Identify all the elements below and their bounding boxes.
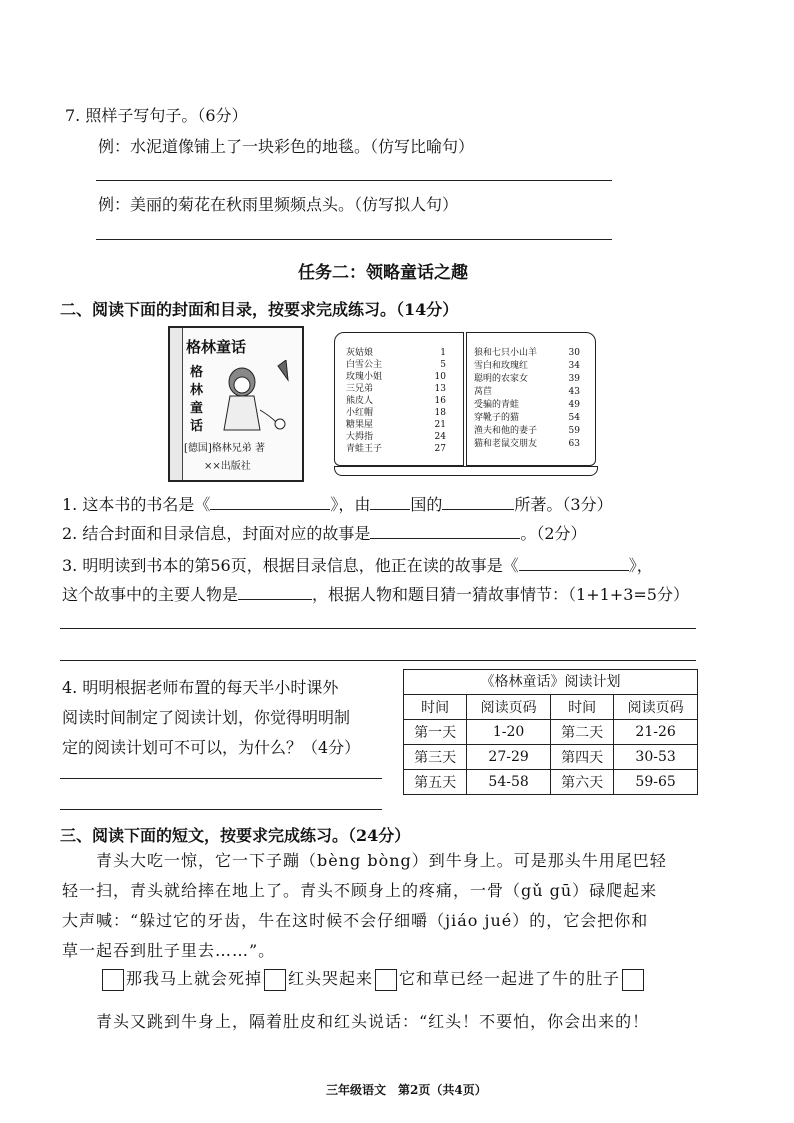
table-row (404, 720, 698, 745)
toc-right-page-6: 59 (568, 426, 580, 436)
q3-story-blank[interactable] (519, 569, 629, 571)
story-paragraph-line-2: 轻一扫，青头就给摔在地上了。青头不顾身上的疼痛，一骨（gǔ gū）碌爬起来 (62, 881, 658, 900)
toc-left-title-5: 小红帽 (346, 408, 374, 418)
toc-right-title-4: 受骗的青蛙 (474, 400, 520, 410)
q2-text-a: 2. 结合封面和目录信息，封面对应的故事是 (62, 524, 371, 543)
toc-left-title-0: 灰姑娘 (346, 348, 374, 358)
table-cell: 第五天 (404, 770, 467, 795)
toc-left-page-3: 13 (434, 384, 446, 394)
story-paragraph-line-5: 青头又跳到牛身上，隔着肚皮和红头说话：“红头！不要怕，你会出来的！ (96, 1012, 650, 1031)
q3-answer-line-2[interactable] (60, 660, 696, 661)
toc-left-page-0: 1 (440, 348, 446, 358)
toc-left-page-2: 10 (434, 372, 446, 382)
cover-author: [德国]格林兄弟 著 (184, 443, 265, 454)
toc-left-title-6: 糖果屋 (346, 420, 374, 430)
toc-right-title-1: 雪白和玫瑰红 (474, 361, 529, 371)
cover-publisher: ××出版社 (204, 461, 251, 472)
toc-right-page-5: 54 (568, 413, 580, 423)
q3-line-1 (62, 553, 653, 576)
table-cell: 第二天 (550, 720, 613, 745)
q4-line-1: 4. 明明根据老师布置的每天半小时课外 (62, 678, 339, 697)
order-box-1[interactable] (102, 969, 124, 991)
cover-vertical-title: 格林童话 (190, 365, 204, 434)
q1-text-a: 1. 这本书的书名是《 (62, 495, 211, 514)
table-cell: 59-65 (614, 770, 698, 795)
q7-title: 7. 照样子写句子。（6分） (65, 106, 248, 125)
reading-plan-table (403, 669, 698, 795)
toc-left-title-4: 熊皮人 (346, 396, 374, 406)
toc-left-title-2: 玫瑰小姐 (346, 372, 383, 382)
q4-answer-line-2[interactable] (60, 809, 382, 810)
q7-example-2: 例：美丽的菊花在秋雨里频频点头。（仿写拟人句） (98, 195, 459, 214)
table-header-cell: 阅读页码 (467, 695, 551, 720)
table-cell: 54-58 (467, 770, 551, 795)
q1-text-d: 所著。（3分） (514, 495, 613, 514)
q3-answer-line-1[interactable] (60, 628, 696, 629)
q1-text-c: 国的 (410, 495, 443, 514)
table-cell: 第四天 (550, 745, 613, 770)
table-header-row (404, 695, 698, 720)
order-box-3[interactable] (375, 969, 397, 991)
sec3-title: 三、阅读下面的短文，按要求完成练习。（24分） (60, 826, 411, 845)
sec2-title: 二、阅读下面的封面和目录，按要求完成练习。（14分） (60, 300, 459, 319)
cover-title: 格林童话 (186, 338, 247, 356)
q3-text-a: 3. 明明读到书本的第56页，根据目录信息，他正在读的故事是《 (62, 556, 519, 575)
table-cell: 1-20 (467, 720, 551, 745)
q2-text-b: 。（2分） (520, 524, 587, 543)
page-footer: 三年级语文 第2页（共4页） (326, 1083, 487, 1097)
toc-right-page-2: 39 (568, 374, 580, 384)
toc-right-page-7: 63 (568, 439, 580, 449)
table-of-contents (334, 332, 596, 476)
toc-left-page-4: 16 (434, 396, 446, 406)
order-sentence-1: 那我马上就会死掉 (126, 969, 263, 988)
order-sentence-3: 它和草已经一起进了牛的肚子 (399, 969, 621, 988)
toc-right-page-4: 49 (568, 400, 580, 410)
story-paragraph-line-1: 青头大吃一惊，它一下子蹦（bèng bòng）到牛身上。可是那头牛用尾巴轻 (96, 851, 667, 870)
q1 (62, 492, 613, 515)
table-cell: 30-53 (614, 745, 698, 770)
story-paragraph-line-3: 大声喊：“躲过它的牙齿，牛在这时候不会仔细嚼（jiáo jué）的，它会把你和 (62, 911, 649, 930)
table-cell: 第三天 (404, 745, 467, 770)
reading-plan-caption: 《格林童话》阅读计划 (403, 669, 698, 694)
toc-right-title-7: 猫和老鼠交朋友 (474, 439, 538, 449)
q3-line-2 (62, 582, 689, 605)
toc-left-title-8: 青蛙王子 (346, 444, 383, 454)
toc-right-title-3: 莴苣 (474, 387, 493, 397)
table-header-cell: 阅读页码 (614, 695, 698, 720)
toc-left-title-7: 大拇指 (346, 432, 374, 442)
q7-example-1: 例：水泥道像铺上了一块彩色的地毯。（仿写比喻句） (98, 137, 475, 156)
table-cell: 27-29 (467, 745, 551, 770)
toc-left-page-6: 21 (434, 420, 446, 430)
q3-text-line2b: ，根据人物和题目猜一猜故事情节：（1+1+3=5分） (312, 585, 689, 604)
toc-right-page-3: 43 (568, 387, 580, 397)
toc-left-page-8: 27 (434, 444, 446, 454)
q3-text-line2a: 这个故事中的主要人物是 (62, 585, 239, 604)
book-cover (168, 326, 304, 482)
order-box-2[interactable] (264, 969, 286, 991)
table-cell: 第六天 (550, 770, 613, 795)
toc-book-base (334, 466, 598, 476)
toc-right-page-0: 30 (568, 348, 580, 358)
q1-author-blank[interactable] (442, 508, 514, 510)
story-paragraph-line-4: 草一起吞到肚子里去……”。 (62, 941, 276, 960)
toc-right-title-2: 聪明的农家女 (474, 374, 529, 384)
order-sentence-2: 红头哭起来 (288, 969, 374, 988)
toc-left-title-1: 白雪公主 (346, 360, 383, 370)
table-row (404, 745, 698, 770)
toc-right-title-5: 穿靴子的猫 (474, 413, 520, 423)
q4-answer-line-1[interactable] (60, 778, 382, 779)
toc-right-title-6: 渔夫和他的妻子 (474, 426, 538, 436)
toc-right-page-1: 34 (568, 361, 580, 371)
q4-line-2: 阅读时间制定了阅读计划，你觉得明明制 (62, 708, 351, 727)
sentence-order-row (100, 966, 646, 991)
toc-left-page-5: 18 (434, 408, 446, 418)
toc-right-title-0: 狼和七只小山羊 (474, 348, 538, 358)
table-cell: 第一天 (404, 720, 467, 745)
cover-spine (170, 328, 183, 480)
little-red-riding-hood-illustration (210, 360, 290, 440)
q3-text-b: 》， (628, 556, 653, 575)
q1-book-title-blank[interactable] (210, 508, 330, 510)
q2-story-blank[interactable] (370, 537, 520, 539)
toc-left-title-3: 三兄弟 (346, 384, 374, 394)
table-row (404, 770, 698, 795)
q7-answer-line-2[interactable] (96, 239, 612, 240)
q4-line-3: 定的阅读计划可不可以，为什么？（4分） (62, 738, 361, 757)
q1-text-b: 》，由 (330, 495, 371, 514)
q7-answer-line-1[interactable] (96, 180, 612, 181)
q2 (62, 521, 587, 544)
q3-character-blank[interactable] (238, 598, 312, 600)
toc-left-page-7: 24 (434, 432, 446, 442)
order-box-4[interactable] (622, 969, 644, 991)
table-header-cell: 时间 (404, 695, 467, 720)
toc-left-page-1: 5 (440, 360, 446, 370)
task2-title: 任务二：领略童话之趣 (298, 263, 468, 283)
q1-country-blank[interactable] (370, 508, 410, 510)
table-header-cell: 时间 (550, 695, 613, 720)
table-cell: 21-26 (614, 720, 698, 745)
